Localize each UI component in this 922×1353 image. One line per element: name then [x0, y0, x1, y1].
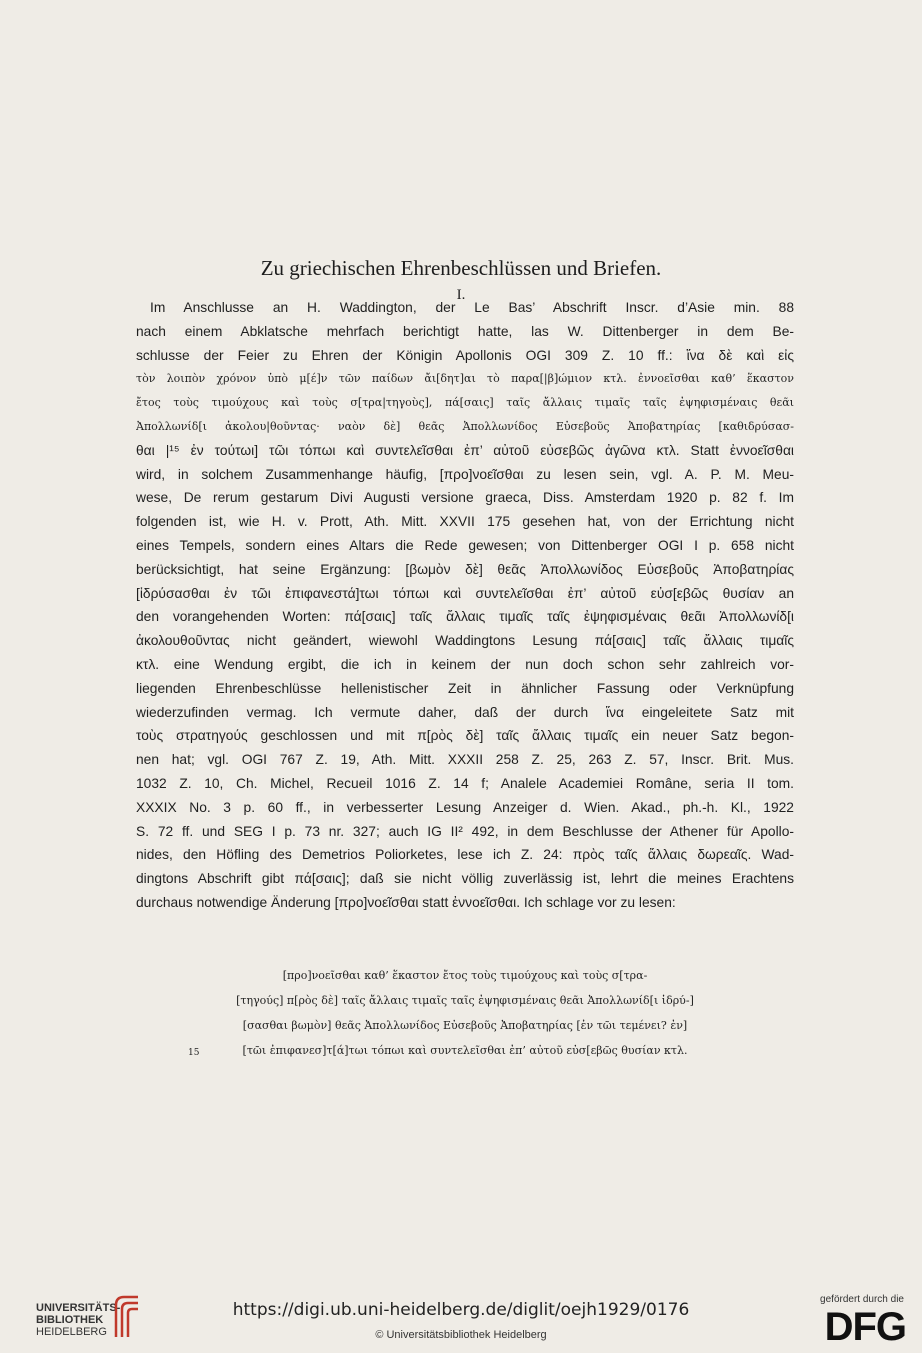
- text-line: τὸν λοιπὸν χρόνον ὑπὸ μ[έ]ν τῶν παίδων ἄι[δητ]αι τὸ παρα[|β]ώμιον κτλ. ἐννοεῖσθαι καθ’ ἕκαστον: [136, 372, 794, 386]
- library-city: HEIDELBERG: [36, 1326, 107, 1338]
- dfg-logo[interactable]: DFG: [824, 1305, 906, 1349]
- inscription-line: [136, 1038, 794, 1063]
- text-line: wird, in solchem Zusammenhange häufig, [προ]νοεῖσθαι zu lesen sein, vgl. A. P. M. Meu-: [136, 466, 794, 482]
- text-line: berücksichtigt, hat seine Ergänzung: [βωμὸν δὲ] θεᾶς Ἀπολλωνίδος Εὐσεβοῦς Ἀποβατηρίας: [136, 561, 794, 577]
- text-line: θαι |¹⁵ ἐν τούτωι] τῶι τόπωι καὶ συντελεῖσθαι ἐπ’ αὐτοῦ εὐσεβῶς ἀγῶνα κτλ. Statt ἐννοεῖσθαι: [136, 442, 794, 458]
- text-line: ἀκολουθοῦντας nicht geändert, wiewohl Waddingtons Lesung πά[σαις] ταῖς ἄλλαις τιμαῖς: [136, 633, 794, 649]
- text-line: κτλ. eine Wendung ergibt, die ich in keinem der nun doch schon sehr zahlreich vor-: [136, 656, 794, 672]
- text-line: nides, den Höfling des Demetrios Poliorketes, lese ich Z. 24: πρὸς ταῖς ἄλλαις δωρεαῖς. Wad-: [136, 847, 794, 863]
- text-line: τοὺς στρατηγούς geschlossen und mit π[ρὸς δὲ] ταῖς ἄλλαις τιμαῖς ein neuer Satz begon-: [136, 728, 794, 744]
- text-line: S. 72 ff. und SEG I p. 73 nr. 327; auch IG II² 492, in dem Beschlusse der Athener für Apollo-: [136, 823, 794, 839]
- inscription-text: [τηγούς] π[ρὸς δὲ] ταῖς ἄλλαις τιμαῖς ταῖς ἐψηφισμέναις θεᾶι Ἀπολλωνίδ[ι ἱδρύ-]: [236, 994, 694, 1007]
- text-line: wese, De rerum gestarum Divi Augusti versione graeca, Diss. Amsterdam 1920 p. 82 f. Im: [136, 490, 794, 506]
- text-line: nen hat; vgl. OGI 767 Z. 19, Ath. Mitt. XXXII 258 Z. 25, 263 Z. 57, Inscr. Brit. Mus.: [136, 752, 794, 768]
- text-line: Ἀπολλωνίδ[ι ἀκολου|θοῦντας· ναὸν δὲ] θεᾶς Ἀπολλωνίδος Εὐσεβοῦς Ἀποβατηρίας [καθιδρύσασ-: [136, 419, 794, 433]
- copyright-notice: © Universitätsbibliothek Heidelberg: [375, 1329, 547, 1341]
- inscription-text: [προ]νοεῖσθαι καθ’ ἕκαστον ἔτος τοὺς τιμούχους καὶ τοὺς σ[τρα-: [282, 969, 648, 982]
- inscription-text: [σασθαι βωμὸν] θεᾶς Ἀπολλωνίδος Εὐσεβοῦς Ἀποβατηρίας [ἐν τῶι τεμένει? ἐν]: [242, 1019, 688, 1032]
- text-line: 1032 Z. 10, Ch. Michel, Recueil 1016 Z. 14 f; Analele Academiei Române, seria II tom.: [136, 775, 794, 791]
- page-title: Zu griechischen Ehrenbeschlüssen und Briefen.: [260, 256, 662, 280]
- text-line: ἔτος τοὺς τιμούχους καὶ τοὺς σ[τρα|τηγοὺς], πά[σαις] ταῖς ἄλλαις τιμαῖς ταῖς ἐψηφισμέναις θεᾶι: [136, 396, 794, 410]
- body-text: [136, 296, 794, 915]
- text-line: Im Anschlusse an H. Waddington, der Le Bas’ Abschrift Inscr. d’Asie min. 88: [150, 300, 794, 315]
- library-name-2: BIBLIOTHEK: [36, 1314, 104, 1326]
- text-line: liegenden Ehrenbeschlüsse hellenistischer Zeit in ähnlicher Fassung oder Verknüpfung: [136, 680, 794, 696]
- inscription-line: [136, 963, 794, 988]
- text-line: nach einem Abklatsche mehrfach berichtigt hatte, las W. Dittenberger in dem Be-: [136, 323, 794, 339]
- restored-inscription: [136, 963, 794, 1063]
- page-url-link[interactable]: https://digi.ub.uni-heidelberg.de/diglit/oejh1929/0176: [232, 1300, 690, 1320]
- inscription-line: [136, 988, 794, 1013]
- text-line: schlusse der Feier zu Ehren der Königin Apollonis OGI 309 Z. 10 ff.: ἵνα δὲ καὶ εἰς: [136, 347, 794, 363]
- text-line: eines Tempels, sondern eines Altars die Rede gewesen; von Dittenberger OGI I p. 658 nicht: [136, 537, 794, 553]
- text-line: dingtons Abschrift gibt πά[σαις]; daß sie nicht völlig zuverlässig ist, lehrt die meines Erachtens: [136, 871, 794, 887]
- text-line: [ἱδρύσασθαι ἐν τῶι ἐπιφανεστά]τωι τόπωι καὶ συντελεῖσθαι ἐπ’ αὐτοῦ εὐσ[εβῶς θυσίαν an: [136, 585, 794, 601]
- library-name-1: UNIVERSITÄTS-: [36, 1302, 121, 1314]
- text-line: durchaus notwendige Änderung [προ]νοεῖσθαι statt ἐννοεῖσθαι. Ich schlage vor zu lesen:: [136, 894, 676, 910]
- funding-label: gefördert durch die: [820, 1294, 904, 1305]
- section-number: I.: [456, 287, 466, 303]
- text-line: folgenden ist, wie H. v. Prott, Ath. Mitt. XXVII 175 gesehen hat, von der Errichtung nicht: [136, 514, 794, 530]
- text-line: den vorangehenden Worten: πά[σαις] ταῖς ἄλλαις τιμαῖς ταῖς ἐψηφισμέναις θεᾶι Ἀπολλωνίδ[ι: [136, 609, 794, 625]
- text-line: wiederzufinden vermag. Ich vermute daher, daß der durch ἵνα eingeleitete Satz mit: [136, 704, 794, 720]
- inscription-text: [τῶι ἐπιφανεσ]τ[ά]τωι τόπωι καὶ συντελεῖσθαι ἐπ’ αὐτοῦ εὐσ[εβῶς θυσίαν κτλ.: [242, 1044, 688, 1057]
- line-number: 15: [188, 1048, 200, 1058]
- text-line: XXXIX No. 3 p. 60 ff., in verbesserter Lesung Anzeiger d. Wien. Akad., ph.-h. Kl., 1922: [136, 799, 794, 815]
- inscription-line: [136, 1013, 794, 1038]
